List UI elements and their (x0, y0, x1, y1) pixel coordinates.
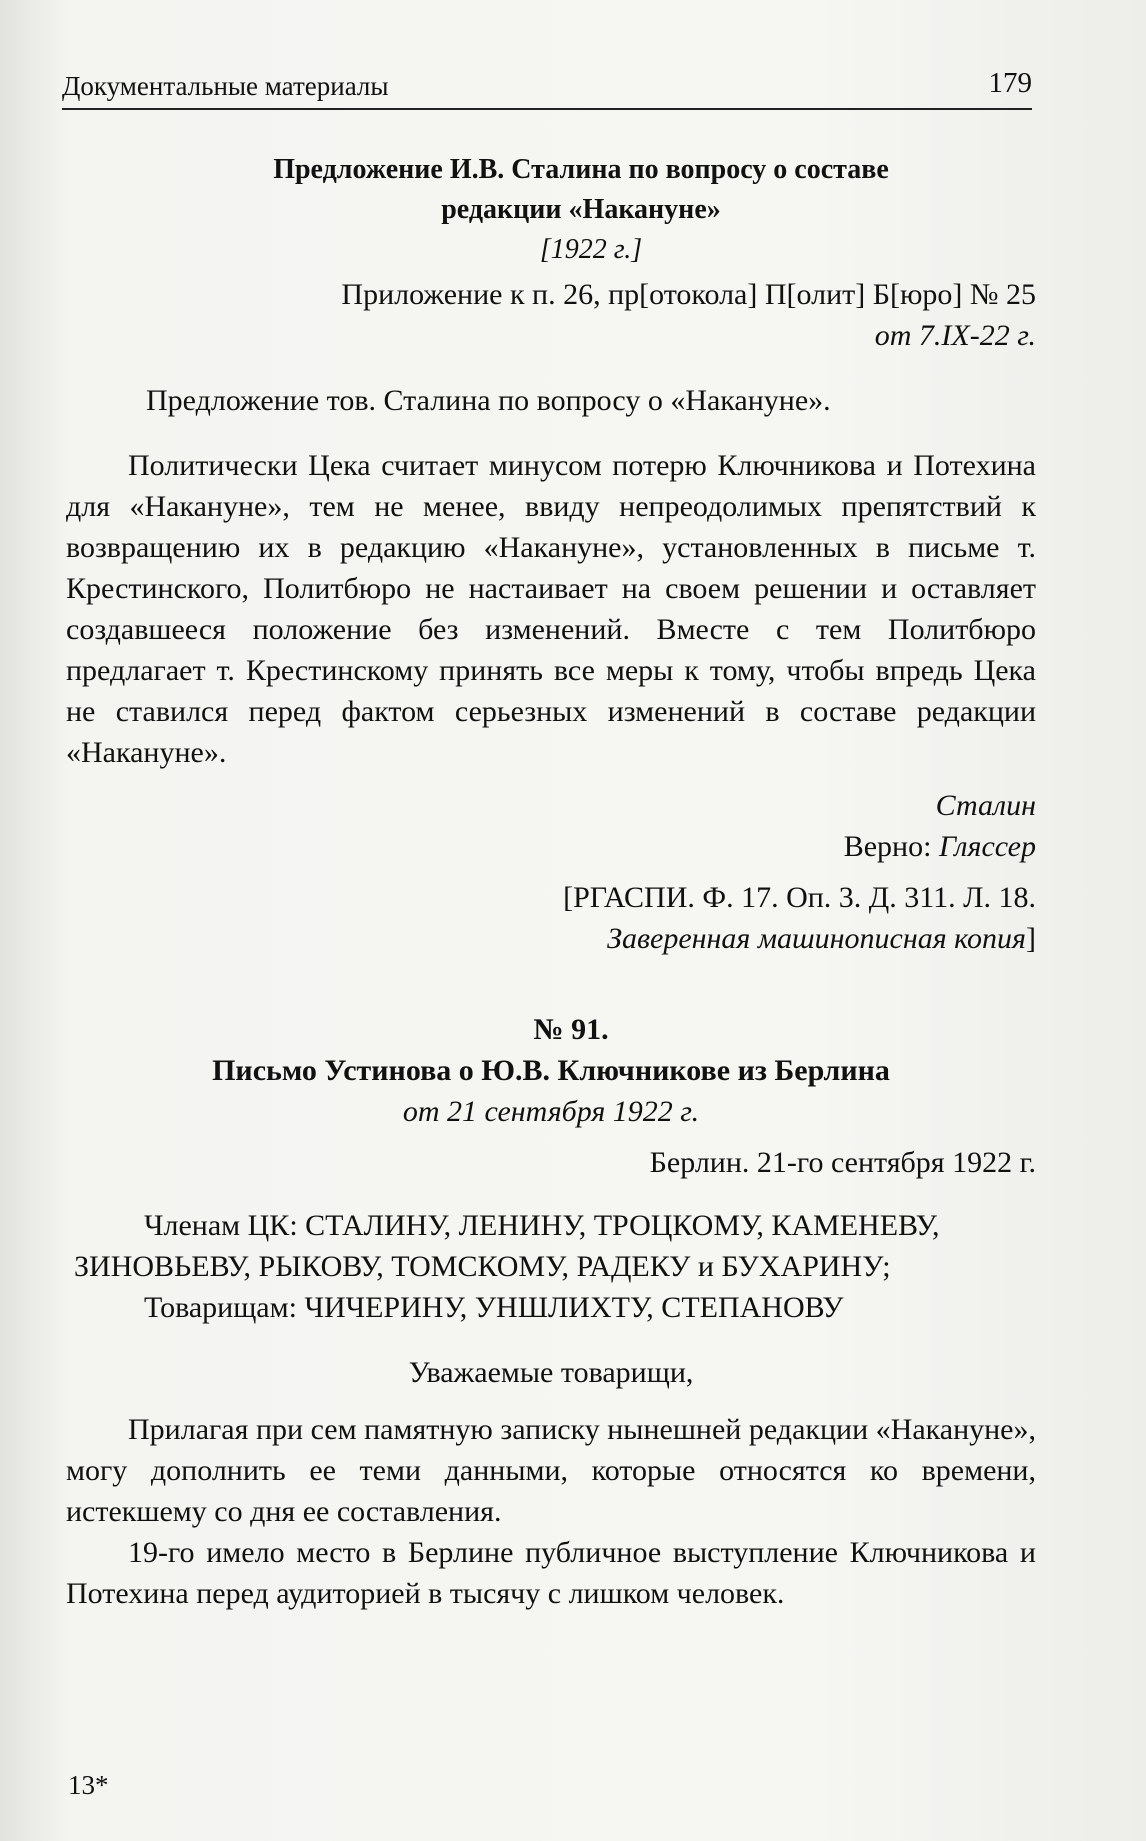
page-header (62, 60, 1032, 110)
doc2-place-date: Берлин. 21-го сентября 1922 г. (649, 1146, 1036, 1179)
doc2-title: Письмо Устинова о Ю.В. Ключникове из Берлина (212, 1054, 890, 1087)
verified-name: Гляссер (938, 830, 1036, 863)
doc2-date: от 21 сентября 1922 г. (402, 1095, 700, 1128)
addressees-line3: Товарищам: ЧИЧЕРИНУ, УНШЛИХТУ, СТЕПАНОВУ (144, 1291, 844, 1324)
addressees-line2: ЗИНОВЬЕВУ, РЫКОВУ, ТОМСКОМУ, РАДЕКУ и БУХАРИНУ; (74, 1250, 891, 1283)
archive-close: ] (1026, 922, 1036, 955)
letter-para1: Прилагая при сем памятную записку нынешней редакции «Накануне», могу дополнить ее теми данными, которые относятся ко времени, истекшему со дня ее составления. (66, 1413, 1036, 1528)
page-number: 179 (988, 67, 1032, 99)
document-ustinov-letter (66, 1009, 1036, 1614)
doc1-title-line2: редакции «Накануне» (441, 194, 721, 225)
doc1-appendix-date: от 7.IX-22 г. (874, 319, 1036, 352)
doc1-date: [1922 г.] (539, 234, 643, 265)
verified-label: Верно: (843, 830, 939, 863)
doc1-archive: [РГАСПИ. Ф. 17. Оп. 3. Д. 311. Л. 18. (563, 881, 1036, 914)
doc1-signature: Сталин (935, 789, 1036, 822)
doc1-body: Политически Цека считает минусом потерю Ключникова и Потехина для «Накануне», тем не менее, ввиду непреодолимых препятствий к возвращению их в редакцию «Накануне», установленных в письме т. Крестинского, Политбюро не настаивает на своем решении и оставляет создавшееся положение без изменений. Вместе с тем Политбюро предлагает т. Крестинскому принять все меры к тому, чтобы впредь Цека не ставился перед фактом серьезных изменений в составе редакции «Накануне». (66, 449, 1036, 769)
doc1-subtitle: Предложение тов. Сталина по вопросу о «Накануне». (146, 384, 831, 417)
salutation: Уважаемые товарищи, (408, 1356, 694, 1389)
addressees-block (66, 1205, 1036, 1328)
addressees-line1: Членам ЦК: СТАЛИНУ, ЛЕНИНУ, ТРОЦКОМУ, КАМЕНЕВУ, (144, 1209, 940, 1242)
doc1-verified (66, 826, 1036, 867)
document-stalin-proposal (66, 150, 1036, 959)
letter-para2: 19-го имело место в Берлине публичное выступление Ключникова и Потехина перед аудиторией в тысячу с лишком человек. (66, 1536, 1036, 1610)
page-content (66, 150, 1036, 1614)
archive-note: Заверенная машинописная копия (607, 922, 1026, 955)
doc2-number: № 91. (533, 1013, 609, 1046)
running-title: Документальные материалы (62, 71, 389, 101)
signature-mark: 13* (68, 1770, 109, 1800)
doc1-title-line1: Предложение И.В. Сталина по вопросу о составе (273, 154, 889, 185)
doc1-appendix: Приложение к п. 26, пр[отокола] П[олит] Б[юро] № 25 (341, 278, 1036, 311)
doc1-archive-note-line (66, 918, 1036, 959)
